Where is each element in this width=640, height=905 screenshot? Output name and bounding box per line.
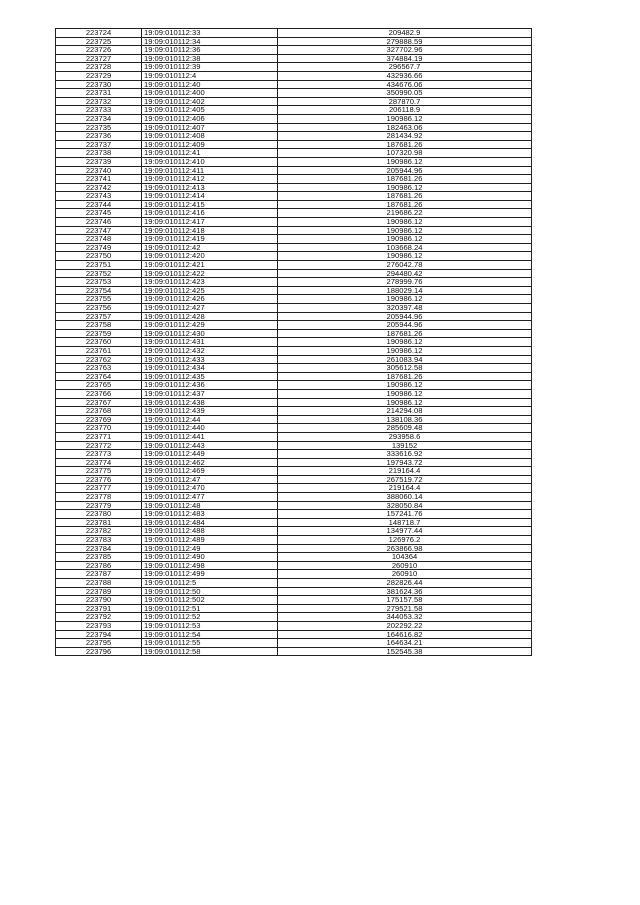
table-row [56, 475, 532, 484]
value-cell: 333616.92 [278, 450, 532, 459]
value-cell: 296567.7 [278, 63, 532, 72]
row-id-cell: 223765 [56, 381, 142, 390]
row-id-cell: 223738 [56, 149, 142, 158]
table-row [56, 613, 532, 622]
row-id-cell: 223775 [56, 467, 142, 476]
value-cell: 190986.12 [278, 252, 532, 261]
value-cell: 190986.12 [278, 226, 532, 235]
table-row [56, 226, 532, 235]
row-id-cell: 223782 [56, 527, 142, 536]
row-id-cell: 223730 [56, 80, 142, 89]
table-row [56, 29, 532, 38]
cadastral-number-cell: 19:09:010112:410 [142, 157, 278, 166]
table-row [56, 389, 532, 398]
table-row [56, 183, 532, 192]
row-id-cell: 223741 [56, 175, 142, 184]
row-id-cell: 223755 [56, 295, 142, 304]
row-id-cell: 223783 [56, 536, 142, 545]
cadastral-number-cell: 19:09:010112:54 [142, 630, 278, 639]
table-row [56, 295, 532, 304]
cadastral-number-cell: 19:09:010112:408 [142, 132, 278, 141]
value-cell: 187681.26 [278, 192, 532, 201]
row-id-cell: 223766 [56, 389, 142, 398]
table-row [56, 621, 532, 630]
cadastral-number-cell: 19:09:010112:413 [142, 183, 278, 192]
value-cell: 260910 [278, 570, 532, 579]
value-cell: 434676.06 [278, 80, 532, 89]
value-cell: 285609.48 [278, 424, 532, 433]
value-cell: 320397.48 [278, 304, 532, 313]
row-id-cell: 223785 [56, 553, 142, 562]
cadastral-number-cell: 19:09:010112:44 [142, 415, 278, 424]
row-id-cell: 223743 [56, 192, 142, 201]
cadastral-number-cell: 19:09:010112:42 [142, 243, 278, 252]
cadastral-number-cell: 19:09:010112:420 [142, 252, 278, 261]
value-cell: 293958.6 [278, 432, 532, 441]
row-id-cell: 223793 [56, 621, 142, 630]
table-row [56, 553, 532, 562]
value-cell: 205944.96 [278, 321, 532, 330]
cadastral-number-cell: 19:09:010112:416 [142, 209, 278, 218]
row-id-cell: 223739 [56, 157, 142, 166]
cadastral-number-cell: 19:09:010112:421 [142, 261, 278, 270]
table-row [56, 37, 532, 46]
cadastral-number-cell: 19:09:010112:449 [142, 450, 278, 459]
cadastral-number-cell: 19:09:010112:423 [142, 278, 278, 287]
row-id-cell: 223753 [56, 278, 142, 287]
cadastral-number-cell: 19:09:010112:414 [142, 192, 278, 201]
cadastral-number-cell: 19:09:010112:488 [142, 527, 278, 536]
cadastral-number-cell: 19:09:010112:4 [142, 71, 278, 80]
value-cell: 187681.26 [278, 372, 532, 381]
value-cell: 344053.32 [278, 613, 532, 622]
cadastral-number-cell: 19:09:010112:40 [142, 80, 278, 89]
table-row [56, 218, 532, 227]
row-id-cell: 223790 [56, 596, 142, 605]
table-row [56, 278, 532, 287]
cadastral-number-cell: 19:09:010112:415 [142, 200, 278, 209]
row-id-cell: 223777 [56, 484, 142, 493]
row-id-cell: 223763 [56, 364, 142, 373]
table-row [56, 604, 532, 613]
cadastral-number-cell: 19:09:010112:47 [142, 475, 278, 484]
row-id-cell: 223788 [56, 579, 142, 588]
table-row [56, 372, 532, 381]
cadastral-number-cell: 19:09:010112:438 [142, 398, 278, 407]
value-cell: 164634.21 [278, 639, 532, 648]
cadastral-number-cell: 19:09:010112:489 [142, 536, 278, 545]
row-id-cell: 223732 [56, 97, 142, 106]
table-row [56, 364, 532, 373]
cadastral-number-cell: 19:09:010112:412 [142, 175, 278, 184]
row-id-cell: 223761 [56, 346, 142, 355]
cadastral-number-cell: 19:09:010112:58 [142, 647, 278, 656]
cadastral-number-cell: 19:09:010112:434 [142, 364, 278, 373]
table-row [56, 518, 532, 527]
value-cell: 164616.82 [278, 630, 532, 639]
table-row [56, 579, 532, 588]
cadastral-number-cell: 19:09:010112:435 [142, 372, 278, 381]
table-row [56, 46, 532, 55]
table-row [56, 261, 532, 270]
row-id-cell: 223792 [56, 613, 142, 622]
row-id-cell: 223773 [56, 450, 142, 459]
table-row [56, 235, 532, 244]
row-id-cell: 223751 [56, 261, 142, 270]
table-row [56, 321, 532, 330]
value-cell: 202292.22 [278, 621, 532, 630]
value-cell: 157241.76 [278, 510, 532, 519]
value-cell: 327702.96 [278, 46, 532, 55]
table-row [56, 71, 532, 80]
cadastral-number-cell: 19:09:010112:443 [142, 441, 278, 450]
table-row [56, 544, 532, 553]
value-cell: 276042.78 [278, 261, 532, 270]
table-row [56, 501, 532, 510]
row-id-cell: 223744 [56, 200, 142, 209]
table-row [56, 346, 532, 355]
value-cell: 190986.12 [278, 235, 532, 244]
row-id-cell: 223774 [56, 458, 142, 467]
cadastral-number-cell: 19:09:010112:411 [142, 166, 278, 175]
row-id-cell: 223752 [56, 269, 142, 278]
table-row [56, 286, 532, 295]
cadastral-number-cell: 19:09:010112:439 [142, 407, 278, 416]
row-id-cell: 223736 [56, 132, 142, 141]
row-id-cell: 223740 [56, 166, 142, 175]
table-row [56, 484, 532, 493]
value-cell: 279521.58 [278, 604, 532, 613]
cadastral-number-cell: 19:09:010112:437 [142, 389, 278, 398]
row-id-cell: 223768 [56, 407, 142, 416]
row-id-cell: 223727 [56, 54, 142, 63]
row-id-cell: 223746 [56, 218, 142, 227]
value-cell: 282826.44 [278, 579, 532, 588]
cadastral-number-cell: 19:09:010112:490 [142, 553, 278, 562]
table-row [56, 441, 532, 450]
row-id-cell: 223760 [56, 338, 142, 347]
value-cell: 305612.58 [278, 364, 532, 373]
value-cell: 188029.14 [278, 286, 532, 295]
cadastral-number-cell: 19:09:010112:440 [142, 424, 278, 433]
table-row [56, 312, 532, 321]
value-cell: 263866.98 [278, 544, 532, 553]
cadastral-number-cell: 19:09:010112:436 [142, 381, 278, 390]
cadastral-number-cell: 19:09:010112:419 [142, 235, 278, 244]
cadastral-number-cell: 19:09:010112:418 [142, 226, 278, 235]
value-cell: 134977.44 [278, 527, 532, 536]
value-cell: 219164.4 [278, 484, 532, 493]
cadastral-number-cell: 19:09:010112:33 [142, 29, 278, 38]
table-row [56, 175, 532, 184]
row-id-cell: 223754 [56, 286, 142, 295]
row-id-cell: 223742 [56, 183, 142, 192]
cadastral-number-cell: 19:09:010112:422 [142, 269, 278, 278]
row-id-cell: 223750 [56, 252, 142, 261]
row-id-cell: 223791 [56, 604, 142, 613]
cadastral-number-cell: 19:09:010112:432 [142, 346, 278, 355]
cadastral-number-cell: 19:09:010112:427 [142, 304, 278, 313]
cadastral-number-cell: 19:09:010112:48 [142, 501, 278, 510]
cadastral-number-cell: 19:09:010112:53 [142, 621, 278, 630]
row-id-cell: 223786 [56, 561, 142, 570]
cadastral-number-cell: 19:09:010112:402 [142, 97, 278, 106]
table-row [56, 269, 532, 278]
table-row [56, 587, 532, 596]
cadastral-number-cell: 19:09:010112:38 [142, 54, 278, 63]
row-id-cell: 223764 [56, 372, 142, 381]
row-id-cell: 223756 [56, 304, 142, 313]
cadastral-number-cell: 19:09:010112:477 [142, 493, 278, 502]
row-id-cell: 223796 [56, 647, 142, 656]
row-id-cell: 223748 [56, 235, 142, 244]
value-cell: 278999.76 [278, 278, 532, 287]
value-cell: 190986.12 [278, 157, 532, 166]
row-id-cell: 223795 [56, 639, 142, 648]
cadastral-number-cell: 19:09:010112:441 [142, 432, 278, 441]
cadastral-number-cell: 19:09:010112:405 [142, 106, 278, 115]
table-row [56, 407, 532, 416]
value-cell: 190986.12 [278, 114, 532, 123]
cadastral-number-cell: 19:09:010112:430 [142, 329, 278, 338]
cadastral-number-cell: 19:09:010112:426 [142, 295, 278, 304]
value-cell: 190986.12 [278, 338, 532, 347]
table-row [56, 80, 532, 89]
row-id-cell: 223781 [56, 518, 142, 527]
cadastral-number-cell: 19:09:010112:39 [142, 63, 278, 72]
value-cell: 187681.26 [278, 175, 532, 184]
cadastral-number-cell: 19:09:010112:5 [142, 579, 278, 588]
value-cell: 190986.12 [278, 218, 532, 227]
cadastral-number-cell: 19:09:010112:429 [142, 321, 278, 330]
row-id-cell: 223747 [56, 226, 142, 235]
cadastral-number-cell: 19:09:010112:409 [142, 140, 278, 149]
cadastral-number-cell: 19:09:010112:483 [142, 510, 278, 519]
value-cell: 219164.4 [278, 467, 532, 476]
cadastral-number-cell: 19:09:010112:50 [142, 587, 278, 596]
table-row [56, 338, 532, 347]
row-id-cell: 223749 [56, 243, 142, 252]
cadastral-number-cell: 19:09:010112:52 [142, 613, 278, 622]
value-cell: 190986.12 [278, 389, 532, 398]
table-row [56, 252, 532, 261]
table-row [56, 123, 532, 132]
row-id-cell: 223726 [56, 46, 142, 55]
cadastral-number-cell: 19:09:010112:462 [142, 458, 278, 467]
cadastral-number-cell: 19:09:010112:406 [142, 114, 278, 123]
table-row [56, 415, 532, 424]
row-id-cell: 223758 [56, 321, 142, 330]
cadastral-number-cell: 19:09:010112:36 [142, 46, 278, 55]
table-row [56, 149, 532, 158]
value-cell: 381624.36 [278, 587, 532, 596]
value-cell: 219686.22 [278, 209, 532, 218]
cadastral-number-cell: 19:09:010112:34 [142, 37, 278, 46]
table-row [56, 450, 532, 459]
table-row [56, 570, 532, 579]
value-cell: 126976.2 [278, 536, 532, 545]
table-row [56, 192, 532, 201]
value-cell: 152545.38 [278, 647, 532, 656]
cadastral-number-cell: 19:09:010112:55 [142, 639, 278, 648]
value-cell: 107320.98 [278, 149, 532, 158]
cadastral-number-cell: 19:09:010112:51 [142, 604, 278, 613]
value-cell: 182463.06 [278, 123, 532, 132]
table-row [56, 54, 532, 63]
row-id-cell: 223794 [56, 630, 142, 639]
row-id-cell: 223762 [56, 355, 142, 364]
cadastral-number-cell: 19:09:010112:407 [142, 123, 278, 132]
cadastral-number-cell: 19:09:010112:499 [142, 570, 278, 579]
table-row [56, 432, 532, 441]
value-cell: 214294.08 [278, 407, 532, 416]
row-id-cell: 223729 [56, 71, 142, 80]
table-row [56, 458, 532, 467]
cadastral-number-cell: 19:09:010112:502 [142, 596, 278, 605]
table-row [56, 132, 532, 141]
table-row [56, 166, 532, 175]
value-cell: 206118.9 [278, 106, 532, 115]
cadastral-number-cell: 19:09:010112:417 [142, 218, 278, 227]
row-id-cell: 223735 [56, 123, 142, 132]
table-row [56, 561, 532, 570]
table-row [56, 200, 532, 209]
row-id-cell: 223772 [56, 441, 142, 450]
value-cell: 104364 [278, 553, 532, 562]
table-row [56, 304, 532, 313]
value-cell: 148718.7 [278, 518, 532, 527]
value-cell: 138108.36 [278, 415, 532, 424]
row-id-cell: 223737 [56, 140, 142, 149]
table-row [56, 467, 532, 476]
row-id-cell: 223778 [56, 493, 142, 502]
row-id-cell: 223724 [56, 29, 142, 38]
row-id-cell: 223770 [56, 424, 142, 433]
row-id-cell: 223728 [56, 63, 142, 72]
row-id-cell: 223780 [56, 510, 142, 519]
value-cell: 197943.72 [278, 458, 532, 467]
table-row [56, 157, 532, 166]
cadastral-number-cell: 19:09:010112:425 [142, 286, 278, 295]
row-id-cell: 223733 [56, 106, 142, 115]
row-id-cell: 223731 [56, 89, 142, 98]
value-cell: 279888.59 [278, 37, 532, 46]
row-id-cell: 223779 [56, 501, 142, 510]
cadastral-number-cell: 19:09:010112:469 [142, 467, 278, 476]
value-cell: 267519.72 [278, 475, 532, 484]
row-id-cell: 223725 [56, 37, 142, 46]
value-cell: 190986.12 [278, 381, 532, 390]
value-cell: 139152 [278, 441, 532, 450]
table-row [56, 630, 532, 639]
value-cell: 432936.66 [278, 71, 532, 80]
value-cell: 103668.24 [278, 243, 532, 252]
table-row [56, 639, 532, 648]
value-cell: 209482.9 [278, 29, 532, 38]
table-row [56, 63, 532, 72]
cadastral-number-cell: 19:09:010112:431 [142, 338, 278, 347]
value-cell: 187681.26 [278, 200, 532, 209]
row-id-cell: 223759 [56, 329, 142, 338]
row-id-cell: 223745 [56, 209, 142, 218]
value-cell: 190986.12 [278, 346, 532, 355]
table-row [56, 596, 532, 605]
value-cell: 205944.96 [278, 166, 532, 175]
cadastral-number-cell: 19:09:010112:428 [142, 312, 278, 321]
row-id-cell: 223734 [56, 114, 142, 123]
row-id-cell: 223784 [56, 544, 142, 553]
value-cell: 350990.05 [278, 89, 532, 98]
cadastral-number-cell: 19:09:010112:484 [142, 518, 278, 527]
cadastral-number-cell: 19:09:010112:498 [142, 561, 278, 570]
table-row [56, 97, 532, 106]
value-cell: 175157.58 [278, 596, 532, 605]
table-row [56, 510, 532, 519]
cadastral-number-cell: 19:09:010112:470 [142, 484, 278, 493]
table-row [56, 398, 532, 407]
value-cell: 261083.94 [278, 355, 532, 364]
cadastral-number-cell: 19:09:010112:41 [142, 149, 278, 158]
table-row [56, 493, 532, 502]
table-row [56, 647, 532, 656]
value-cell: 294480.42 [278, 269, 532, 278]
value-cell: 190986.12 [278, 295, 532, 304]
table-row [56, 89, 532, 98]
table-row [56, 243, 532, 252]
value-cell: 287870.7 [278, 97, 532, 106]
table-row [56, 329, 532, 338]
row-id-cell: 223771 [56, 432, 142, 441]
table-row [56, 114, 532, 123]
row-id-cell: 223757 [56, 312, 142, 321]
cadastral-number-cell: 19:09:010112:49 [142, 544, 278, 553]
value-cell: 205944.96 [278, 312, 532, 321]
table-row [56, 355, 532, 364]
data-table [55, 28, 532, 656]
table-row [56, 106, 532, 115]
table-row [56, 140, 532, 149]
value-cell: 260910 [278, 561, 532, 570]
row-id-cell: 223787 [56, 570, 142, 579]
cadastral-number-cell: 19:09:010112:400 [142, 89, 278, 98]
cadastral-number-cell: 19:09:010112:433 [142, 355, 278, 364]
row-id-cell: 223769 [56, 415, 142, 424]
value-cell: 190986.12 [278, 183, 532, 192]
value-cell: 190986.12 [278, 398, 532, 407]
table-row [56, 209, 532, 218]
value-cell: 187681.26 [278, 329, 532, 338]
value-cell: 187681.26 [278, 140, 532, 149]
table-row [56, 527, 532, 536]
table-row [56, 536, 532, 545]
value-cell: 388060.14 [278, 493, 532, 502]
row-id-cell: 223767 [56, 398, 142, 407]
value-cell: 281434.92 [278, 132, 532, 141]
table-row [56, 424, 532, 433]
row-id-cell: 223789 [56, 587, 142, 596]
row-id-cell: 223776 [56, 475, 142, 484]
value-cell: 328050.84 [278, 501, 532, 510]
value-cell: 374884.19 [278, 54, 532, 63]
table-body [56, 29, 532, 656]
table-row [56, 381, 532, 390]
